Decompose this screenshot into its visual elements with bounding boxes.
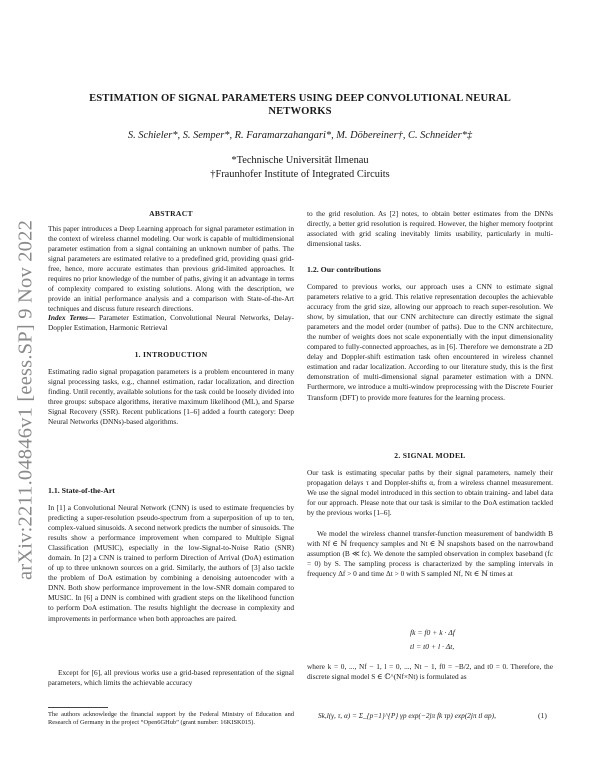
sota-paragraph-1: In [1] a Convolutional Neural Network (CNN) is used to estimate frequencies by predicting a super-resolution pseudo-spectrum from a superposition of up to ten, complex-valued sinusoids. A second network predicts the number of sinusoids. The results show a performance improvement when compared to Multiple Signal Classification (MUSIC), especially in the low-Signal-to-Noise Ratio (SNR) domain. In [2] a CNN is trained to perform Direction of Arrival (DoA) estimation of up to three unknown sources on a grid. Similarly, the authors of [3] also tackle the problem of DoA estimation by combining a denoising autoencoder with a DNN. Both show performance improvement in the low-SNR domain compared to MUSIC. In [6] a DNN is combined with gradient steps on the likelihood function to perform DoA estimation. The results highlight the decrease in complexity and improvements in performance when both approaches are paired.	[48, 503, 294, 623]
arxiv-stamp: arXiv:2211.04846v1 [eess.SP] 9 Nov 2022	[14, 219, 37, 581]
equation-time: tl = t0 + l · Δt,	[410, 642, 455, 651]
signal-model-heading: 2. SIGNAL MODEL	[394, 451, 466, 460]
title-line-1: ESTIMATION OF SIGNAL PARAMETERS USING DEEP CONVOLUTIONAL NEURAL	[89, 93, 511, 104]
affiliation-1: *Technische Universität Ilmenau	[231, 155, 369, 166]
introduction-heading: 1. INTRODUCTION	[134, 350, 208, 359]
index-terms-text: Parameter Estimation, Convolutional Neural Networks, Delay-Doppler Estimation, Harmonic Retrieval	[48, 313, 294, 333]
grid-resolution-text: to the grid resolution. As [2] notes, to obtain better estimates from the DNNs directly, a better grid resolution is required. However, the higher memory footprint associated with grid scaling inevitably limits usability, particularly in multi-dimensional tasks.	[307, 209, 553, 249]
index-terms-label: Index Terms—	[48, 313, 96, 322]
signal-model-paragraph-2: We model the wireless channel transfer-function measurement of bandwidth B with Nf ∈ ℕ frequency samples and Nt ∈ ℕ snapshots based on the narrowband assumption (B ≪ fc). We denote the sampled observation in complex baseband (fc = 0) by S. The sampling process is characterized by the sampling intervals in frequency Δf > 0 and time Δt > 0 with S sampled Nf, Nt ∈ ℕ times at	[307, 529, 553, 579]
introduction-text: Estimating radio signal propagation parameters is a problem encountered in many signal processing tasks, e.g., channel estimation, radar localization, and direction finding. Until recently, available solutions for the task could be loosely divided into three groups: subspace algorithms, iterative maximum likelihood (ML), and Sparse Signal Recovery (SSR). Recent publications [1–6] added a fourth category: Deep Neural Networks (DNNs)-based algorithms.	[48, 367, 294, 427]
footnote-rule	[48, 707, 108, 708]
equation-frequency: fk = f0 + k · Δf	[410, 628, 455, 637]
title-line-2: NETWORKS	[268, 106, 332, 117]
equation-number: (1)	[538, 711, 547, 720]
contributions-heading: 1.2. Our contributions	[307, 265, 381, 274]
index-terms	[48, 313, 294, 333]
contributions-text: Compared to previous works, our approach uses a CNN to estimate signal parameters relative to a grid. This relative representation decouples the achievable accuracy from the grid size, allowing our approach to reach super-resolution. We show, by simulation, that our CNN architecture can directly estimate the signal parameters and the model order (number of paths). Due to the CNN architecture, the number of weights does not scale exponentially with the input dimensionality compared to fully-connected approaches, as in [6]. Therefore we demonstrate a 2D delay and Doppler-shift estimation task often encountered in wireless channel estimation and radar localization. According to our literature study, this is the first demonstration of multi-dimensional signal parameter estimation with a DNN. Furthermore, we introduce a multi-window preprocessing with the Discrete Fourier Transform (DFT) to provide more features for the learning process.	[307, 282, 553, 402]
sota-paragraph-2: Except for [6], all previous works use a grid-based representation of the signal parameters, which limits the achievable accuracy	[48, 668, 294, 688]
author-list: S. Schieler*, S. Semper*, R. Faramarzahangari*, M. Döbereiner†, C. Schneider*‡	[127, 130, 473, 141]
abstract-text: This paper introduces a Deep Learning approach for signal parameter estimation in the context of wireless channel modeling. Our work is capable of multidimensional parameter estimation from a signal containing an unknown number of paths. The signal parameters are estimated relative to a predefined grid, providing quasi grid-free, hence, more accurate estimates than previous grid-limited approaches. It requires no prior knowledge of the number of paths, giving it an advantage in terms of complexity compared to existing solutions. Along with the description, we provide an initial performance analysis and a comparison with State-of-the-Art techniques and discuss future research directions.	[48, 224, 294, 314]
signal-model-paragraph-1: Our task is estimating specular paths by their signal parameters, namely their propagation delays τ and Doppler-shifts α, from a wireless channel measurement. We use the signal model introduced in this section to obtain training- and label data for our approach. Please note that our task is similar to the DoA estimation tackled by the previous works [1–6].	[307, 468, 553, 518]
footnote: The authors acknowledge the financial support by the Federal Ministry of Education and Research of Germany in the project “Open6GHub” (grant number: 16KISK015).	[48, 711, 294, 727]
sota-heading: 1.1. State-of-the-Art	[48, 486, 115, 495]
paper-title	[60, 92, 540, 118]
signal-model-paragraph-3: where k = 0, ..., Nf − 1, l = 0, ..., Nt − 1, f0 = −B/2, and t0 = 0. Therefore, the discrete signal model S ∈ ℂ^(Nf×Nt) is formulated as	[307, 662, 553, 682]
abstract-heading: ABSTRACT	[149, 209, 193, 218]
affiliation-2: †Fraunhofer Institute of Integrated Circuits	[210, 169, 390, 180]
equation-signal-model: Sk,l(γ, τ, α) = Σ_{p=1}^{P} γp exp(−2jπ fk τp) exp(2jπ tl αp),	[318, 711, 496, 720]
